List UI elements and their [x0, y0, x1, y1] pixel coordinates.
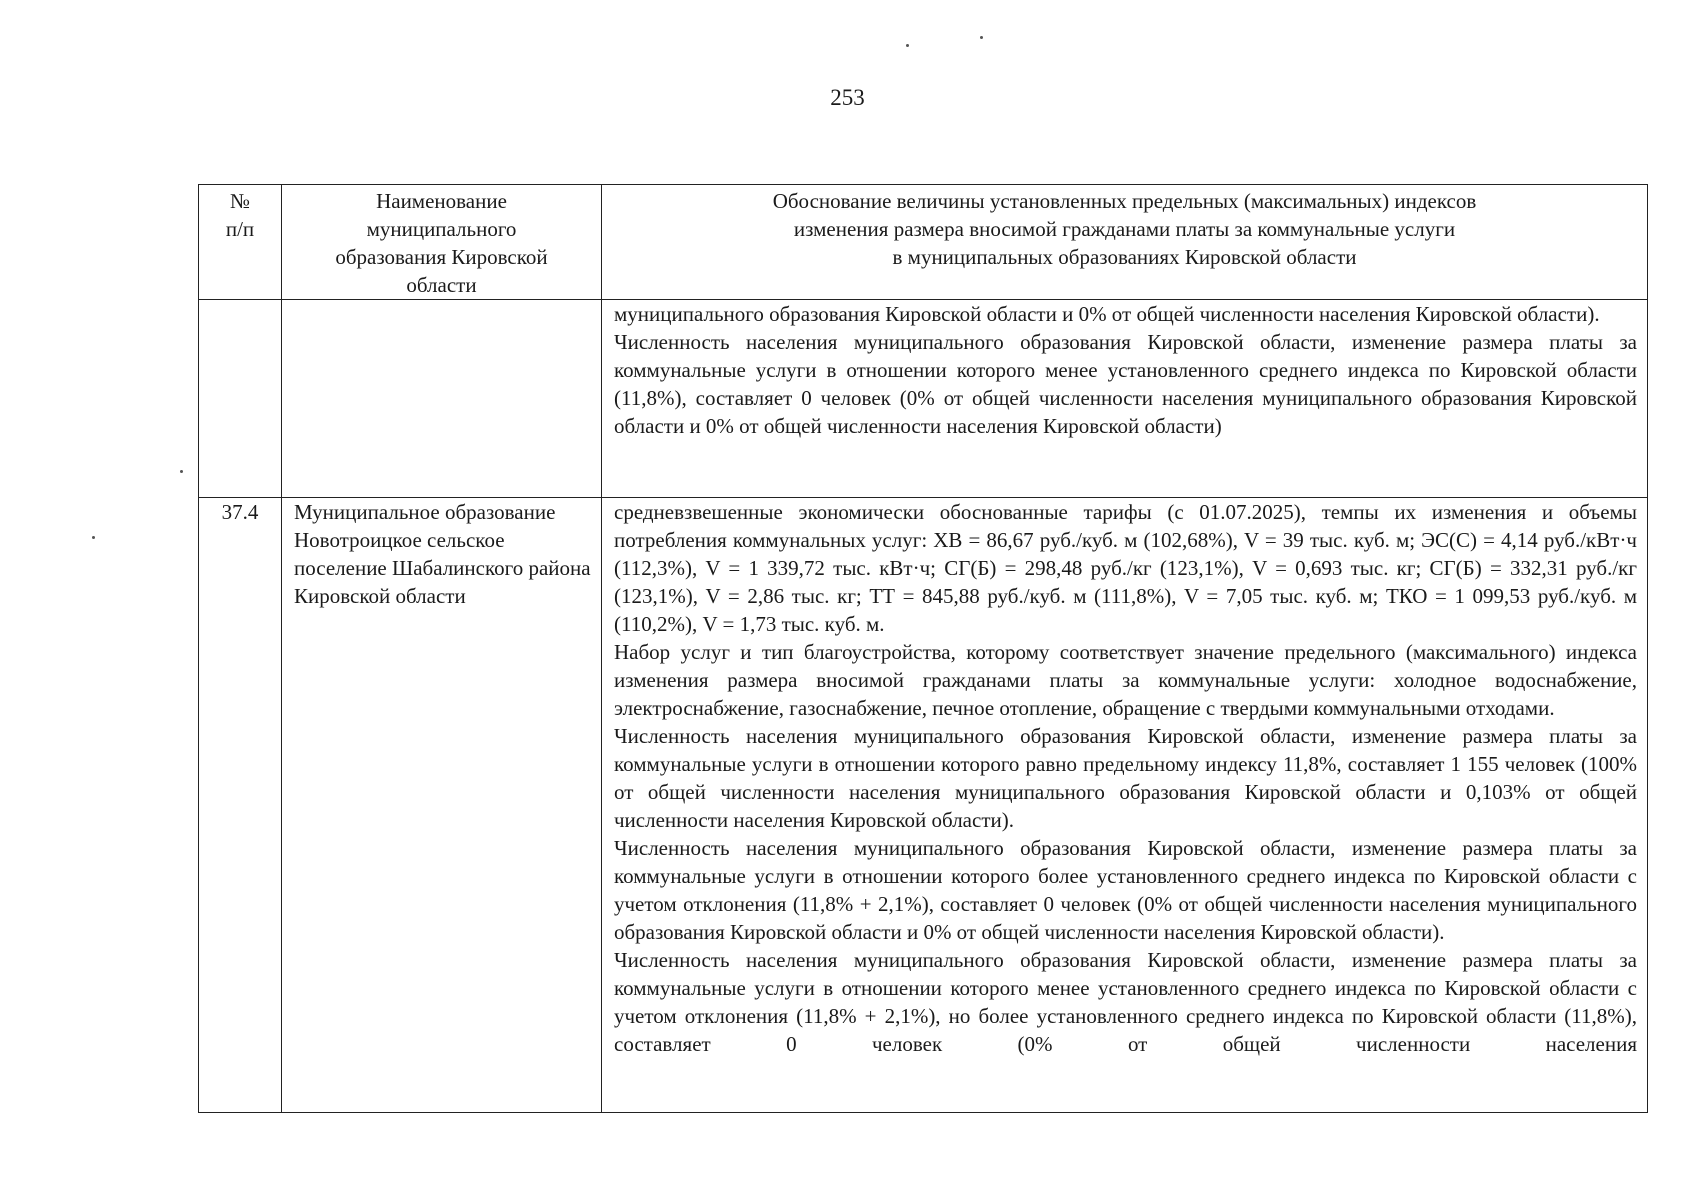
scan-speck: [906, 44, 909, 47]
header-name: [282, 185, 602, 300]
table-row: [199, 498, 1648, 1113]
header-justification-line: изменения размера вносимой гражданами платы за коммунальные услуги: [793, 217, 1456, 241]
row-num: [199, 300, 282, 498]
justification-text-block: [614, 498, 1637, 1112]
header-num-line: п/п: [225, 217, 255, 241]
header-num: [199, 185, 282, 300]
header-justification-line: в муниципальных образованиях Кировской области: [892, 245, 1357, 269]
row-justification: [602, 300, 1648, 498]
header-justification-line: Обоснование величины установленных предельных (максимальных) индексов: [772, 189, 1477, 213]
row-justification: [602, 498, 1648, 1113]
scan-speck: [180, 470, 183, 473]
row-municipality-name: Муниципальное образование Новотроицкое сельское поселение Шабалинского района Кировской области: [282, 498, 602, 1113]
header-num-line: №: [229, 189, 251, 213]
header-name-line: образования Кировской: [335, 245, 548, 269]
justification-paragraph: средневзвешенные экономически обоснованные тарифы (с 01.07.2025), темпы их изменения и объемы потребления коммунальных услуг: ХВ = 86,67 руб./куб. м (102,68%), V = 39 тыс. куб. м; ЭС(С) = 4,14 руб./кВт·ч (112,3%), V = 1 339,72 тыс. кВт·ч; СГ(Б) = 298,48 руб./кг (123,1%), V = 0,693 тыс. кг; СГ(Б) = 332,31 руб./кг (123,1%), V = 2,86 тыс. кг; ТТ = 845,88 руб./куб. м (111,8%), V = 7,05 тыс. куб. м; ТКО = 1 099,53 руб./куб. м (110,2%), V = 1,73 тыс. куб. м.: [614, 500, 1637, 636]
scan-speck: [92, 536, 95, 539]
row-num: 37.4: [199, 498, 282, 1113]
header-name-line: Наименование: [376, 189, 507, 213]
justification-paragraph: Численность населения муниципального образования Кировской области, изменение размера платы за коммунальные услуги в отношении которого менее установленного среднего индекса по Кировской области с учетом отклонения (11,8% + 2,1%), но более установленного среднего индекса по Кировской области (11,8%), составляет 0 человек (0% от общей численности населения: [614, 948, 1637, 1056]
justification-paragraph: Численность населения муниципального образования Кировской области, изменение размера платы за коммунальные услуги в отношении которого менее установленного среднего индекса по Кировской области (11,8%), составляет 0 человек (0% от общей численности населения муниципального образования Кировской области и 0% от общей численности населения Кировской области): [614, 330, 1637, 438]
scan-speck: [980, 36, 983, 39]
table-row: [199, 300, 1648, 498]
header-name-line: муниципального: [366, 217, 517, 241]
header-name-line: области: [406, 273, 477, 297]
page-number: 253: [830, 85, 865, 110]
justification-paragraph: Набор услуг и тип благоустройства, которому соответствует значение предельного (максимального) индекса изменения размера вносимой гражданами платы за коммунальные услуги: холодное водоснабжение, электроснабжение, газоснабжение, печное отопление, обращение с твердыми коммунальными отходами.: [614, 640, 1637, 720]
justification-paragraph: муниципального образования Кировской области и 0% от общей численности населения Кировской области).: [614, 302, 1600, 326]
justification-paragraph: Численность населения муниципального образования Кировской области, изменение размера платы за коммунальные услуги в отношении которого равно предельному индексу 11,8%, составляет 1 155 человек (100% от общей численности населения муниципального образования Кировской области и 0,103% от общей численности населения Кировской области).: [614, 724, 1637, 832]
row-municipality-name: [282, 300, 602, 498]
justification-paragraph: Численность населения муниципального образования Кировской области, изменение размера платы за коммунальные услуги в отношении которого более установленного среднего индекса по Кировской области с учетом отклонения (11,8% + 2,1%), составляет 0 человек (0% от общей численности населения муниципального образования Кировской области и 0% от общей численности населения Кировской области).: [614, 836, 1637, 944]
header-justification: [602, 185, 1648, 300]
justification-table: [198, 184, 1648, 1113]
table-header-row: [199, 185, 1648, 300]
